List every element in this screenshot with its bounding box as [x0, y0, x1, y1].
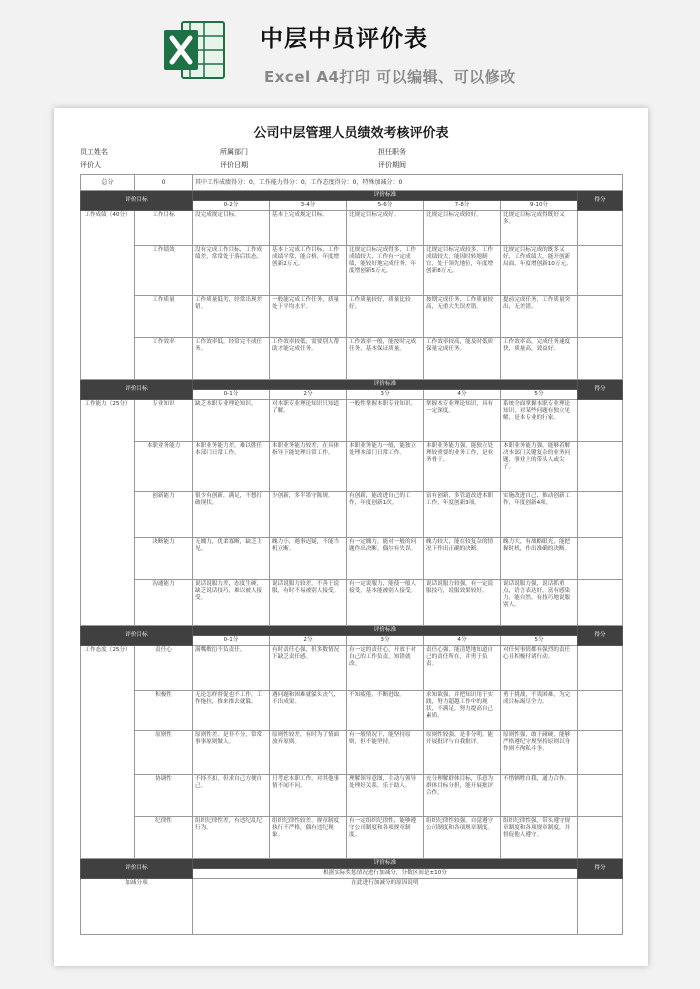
score-level: 5分: [501, 390, 578, 400]
score-level: 3-4分: [270, 201, 347, 211]
eval-standard-header: 评价标准: [193, 380, 578, 390]
criteria-description: 无魄力，优柔寡断，缺乏主见。: [193, 538, 270, 580]
score-input-cell[interactable]: [578, 538, 623, 580]
criteria-description: 魄力大，有战略眼光，能把握时机，作出准确的决断。: [501, 538, 578, 580]
criteria-row: [81, 646, 623, 691]
score-input-cell[interactable]: [578, 580, 623, 626]
score-header: 得分: [578, 191, 623, 211]
criteria-description: 不择不扣，但求自己方便自己。: [193, 775, 270, 817]
score-level: 2分: [270, 636, 347, 646]
score-header: 得分: [578, 859, 623, 879]
criteria-description: 工作效率较高，能及时低质保量完成任务。: [424, 338, 501, 380]
criteria-description: 求知欲强，并把知识用于实践，努力超越工作中的现状，不满足，努力提高自己素质。: [424, 691, 501, 731]
eval-target-header: 评价目标: [81, 626, 193, 646]
criteria-row: [81, 211, 623, 246]
score-input-cell[interactable]: [578, 492, 623, 538]
bonus-detail[interactable]: 在此进行加减分的原因说明: [193, 879, 578, 935]
eval-standard-header: 评价标准: [193, 626, 578, 636]
category-cell: 工作能力（25分）: [81, 400, 135, 626]
criteria-row: [81, 538, 623, 580]
criteria-description: 理解领导意图，主动与领导处理好关系，乐于助人。: [347, 775, 424, 817]
criteria-description: 有创新，能改进自己的工作，年度创新1次。: [347, 492, 424, 538]
criteria-item: 积极性: [135, 691, 193, 731]
position-label: 担任职务: [378, 148, 406, 156]
criteria-row: [81, 492, 623, 538]
criteria-description: 工作效率高，完成任务速度快，质量高，效益好。: [501, 338, 578, 380]
criteria-row: [81, 580, 623, 626]
criteria-description: 比规定目标完成得多，工作成绩较大，工作有一定成绩，能较好地完成任务，年度增创新5万元。: [347, 246, 424, 296]
criteria-description: 提前完成任务，工作质量突出，无差错。: [501, 296, 578, 338]
page-subtitle: Excel A4打印 可以编辑、可以修改: [264, 68, 516, 86]
category-cell: 工作成绩（40分）: [81, 211, 135, 380]
info-row-2: [80, 158, 620, 172]
criteria-item: 专业知识: [135, 400, 193, 442]
criteria-description: 有时责任心强，但多数情况下缺乏责任感。: [270, 646, 347, 691]
score-input-cell[interactable]: [578, 296, 623, 338]
criteria-row: [81, 400, 623, 442]
criteria-row: [81, 817, 623, 859]
page-title: 中层中员评价表: [260, 26, 428, 52]
criteria-description: 本职业务能力一般，能独立处理本部门日常工作。: [347, 442, 424, 492]
bonus-label: 加减分项: [81, 879, 193, 935]
evaluator-label: 评价人: [80, 161, 101, 169]
criteria-description: 本职业务能力差，难以胜任本部门日常工作。: [193, 442, 270, 492]
criteria-description: 工作效率低，经常完不成任务。: [193, 338, 270, 380]
criteria-description: 工作效率较低，需要别人帮助才能完成任务。: [270, 338, 347, 380]
criteria-description: 少创新，多半墨守陈规。: [270, 492, 347, 538]
criteria-description: 对本职专业理论知识只知道了解。: [270, 400, 347, 442]
criteria-description: 本职业务能力强，能够着解决本部门关键复杂的业务问题，事业上的带头人或尖子。: [501, 442, 578, 492]
criteria-item: 沟通能力: [135, 580, 193, 626]
score-input-cell[interactable]: [578, 246, 623, 296]
criteria-item: 协调性: [135, 775, 193, 817]
score-input-cell[interactable]: [578, 731, 623, 775]
criteria-description: 富有创新，多管道改进本职工作，年度创新3项。: [424, 492, 501, 538]
criteria-description: 没完成规定目标。: [193, 211, 270, 246]
criteria-description: 只考虑本职工作，对其他事情不闻不问。: [270, 775, 347, 817]
criteria-description: 工作质量低劣，经常出现差错。: [193, 296, 270, 338]
score-input-cell[interactable]: [578, 775, 623, 817]
document-title: 公司中层管理人员绩效考核评价表: [253, 126, 449, 141]
criteria-description: 无论怎样督促也不工作，工作拖拉，推来推去就躲。: [193, 691, 270, 731]
criteria-item: 决断能力: [135, 538, 193, 580]
criteria-item: 原则性: [135, 731, 193, 775]
criteria-description: 勇于挑战，不畏困难，为完成目标竭尽全力。: [501, 691, 578, 731]
criteria-description: 满嘴敷衍不负责任。: [193, 646, 270, 691]
bonus-note: 根据实际奖惩情况进行加减分，分数区间是±10分: [193, 869, 578, 879]
score-level: 0-1分: [193, 636, 270, 646]
criteria-description: 比规定目标完成的既多又好，工作成绩大，能开创新局面，年度增创新10万元。: [501, 246, 578, 296]
eval-target-header: 评价目标: [81, 859, 193, 879]
criteria-item: 责任心: [135, 646, 193, 691]
criteria-description: 组织纪律性差，有违纪乱纪行为。: [193, 817, 270, 859]
criteria-description: 原则性强，敢于碰硬，能够严格遵纪守规坚持原则以身作则不徇私斗争。: [501, 731, 578, 775]
score-input-cell[interactable]: [578, 400, 623, 442]
criteria-item: 纪律性: [135, 817, 193, 859]
eval-target-header: 评价目标: [81, 191, 193, 211]
criteria-description: 遇问题和困难就躲头丧气，不出成果。: [270, 691, 347, 731]
criteria-description: 有一定说服力，能使一般人接受，基本能被别人接受。: [347, 580, 424, 626]
criteria-description: 比规定目标完成得既好又多。: [501, 211, 578, 246]
criteria-description: 不惜牺牲自我，通力合作。: [501, 775, 578, 817]
criteria-description: 组织纪律性强，带头遵守规章制度和各项规章制度，并督促他人遵守。: [501, 817, 578, 859]
eval-standard-header: 评价标准: [193, 859, 578, 869]
criteria-row: [81, 775, 623, 817]
criteria-description: 没有完成工作目标，工作成绩差，常常处于落后状态。: [193, 246, 270, 296]
criteria-description: 实施改进自己，推动创新工作，年度创新4项。: [501, 492, 578, 538]
criteria-description: 对任何事情都有强烈的责任心且积极付诸行动。: [501, 646, 578, 691]
criteria-description: 有一定组织纪律性，能够遵守公司制度和各项规章制度。: [347, 817, 424, 859]
criteria-description: 有一定的责任心，开放于对自己的工作负责，知错就改。: [347, 646, 424, 691]
score-level: 2分: [270, 390, 347, 400]
criteria-description: 本职业务能力较差，在具体指导下能处理日常工作。: [270, 442, 347, 492]
criteria-description: 组织纪律性较强，自觉遵守公司制度和各项规章制度。: [424, 817, 501, 859]
score-level: 5分: [501, 636, 578, 646]
criteria-description: 魄力小，遇事迟疑，不能当机立断。: [270, 538, 347, 580]
evaluation-period-label: 评价期间: [378, 161, 406, 169]
criteria-description: 系统全面掌握本职专业理论知识，对某些问题有独立见解，是本专业的行家。: [501, 400, 578, 442]
criteria-description: 基本上完成工作目标，工作成绩平常，能合格，年度增创新2万元。: [270, 246, 347, 296]
eval-standard-header: 评价标准: [193, 191, 578, 201]
criteria-item: 创新能力: [135, 492, 193, 538]
excel-icon: [160, 16, 228, 84]
eval-target-header: 评价目标: [81, 380, 193, 400]
criteria-description: 说话说服力差，态度生硬，缺乏说话技巧，难以被人接受。: [193, 580, 270, 626]
criteria-item: 本职业务能力: [135, 442, 193, 492]
score-input-cell[interactable]: [578, 646, 623, 691]
criteria-description: 一般性掌握本职专业知识。: [347, 400, 424, 442]
score-input-cell[interactable]: [578, 442, 623, 492]
score-level: 7-8分: [424, 201, 501, 211]
department-label: 所属部门: [220, 148, 248, 156]
score-level: 3分: [347, 390, 424, 400]
criteria-description: 不知疲倦，不断进取。: [347, 691, 424, 731]
criteria-description: 原则性差，是非不分，常常事事原则做人。: [193, 731, 270, 775]
section-header-row: [81, 191, 623, 201]
score-level: 4分: [424, 390, 501, 400]
criteria-description: 责任心强，能清楚地知道自己的责任所在，并勇于负责。: [424, 646, 501, 691]
total-value: 0: [135, 175, 193, 191]
evaluation-table: [80, 174, 623, 935]
criteria-description: 说话说服力较强，有一定说服技巧，说服效果较好。: [424, 580, 501, 626]
section-header-row: [81, 626, 623, 636]
criteria-description: 原则性较差，有时为了情面放弃原则。: [270, 731, 347, 775]
criteria-item: 工作效率: [135, 338, 193, 380]
section-header-row: [81, 380, 623, 390]
total-label: 总分: [81, 175, 135, 191]
criteria-row: [81, 731, 623, 775]
criteria-description: 比规定目标完成较好。: [424, 211, 501, 246]
criteria-description: 说话说服力较差，不善于说服，有时不易被别人接受。: [270, 580, 347, 626]
criteria-item: 工作绩效: [135, 246, 193, 296]
criteria-description: 充分理解群体目标，乐意为群体目标分担，能开展批评合作。: [424, 775, 501, 817]
criteria-description: 按期完成任务，工作质量较高，无重大失误差错。: [424, 296, 501, 338]
total-row: [81, 175, 623, 191]
category-cell: 工作态度（25分）: [81, 646, 135, 859]
criteria-row: [81, 442, 623, 492]
criteria-description: 说话说服力强，说话抓重点，语言表达好，富有感染力，能自然，有技巧地说服别人。: [501, 580, 578, 626]
total-summary: 其中工作成绩得分：0，工作能力得分：0，工作态度得分：0，特殊加减分：0: [193, 175, 623, 191]
score-input-cell[interactable]: [578, 691, 623, 731]
criteria-row: [81, 246, 623, 296]
score-input-cell[interactable]: [578, 338, 623, 380]
bonus-score-cell[interactable]: [578, 879, 623, 935]
criteria-description: 魄力较大，能在较复杂的情况下作出正确的决断。: [424, 538, 501, 580]
criteria-description: 工作质量较好，质量比较好。: [347, 296, 424, 338]
score-level: 0-1分: [193, 390, 270, 400]
criteria-description: 有一定魄力，能对一般的问题作出决断，偶尔有失误。: [347, 538, 424, 580]
bonus-row: [81, 879, 623, 935]
criteria-description: 基本上完成规定目标。: [270, 211, 347, 246]
criteria-description: 缺乏本职专业理论知识。: [193, 400, 270, 442]
criteria-row: [81, 338, 623, 380]
criteria-description: 比规定目标完成较多，工作成绩较大，能因时转地制宜，处于领先地位，年度增创新8万元。: [424, 246, 501, 296]
score-level: 5-6分: [347, 201, 424, 211]
criteria-description: 掌握本专业理论知识，具有一定深度。: [424, 400, 501, 442]
score-level: 0-2分: [193, 201, 270, 211]
criteria-description: 工作效率一般，能按时完成任务，基本保证质量。: [347, 338, 424, 380]
criteria-description: 很少有创新，满足，不想打破现状。: [193, 492, 270, 538]
score-header: 得分: [578, 380, 623, 400]
employee-name-label: 员工姓名: [80, 148, 108, 156]
criteria-description: 原则性较强，是非分明，能开展批评与自我批评。: [424, 731, 501, 775]
criteria-description: 本职业务能力强，能独立处理较重要的业务工作，是业务骨干。: [424, 442, 501, 492]
criteria-row: [81, 691, 623, 731]
criteria-row: [81, 296, 623, 338]
score-level: 9-10分: [501, 201, 578, 211]
criteria-description: 比规定目标完成好。: [347, 211, 424, 246]
criteria-item: 工作目标: [135, 211, 193, 246]
score-input-cell[interactable]: [578, 211, 623, 246]
score-header: 得分: [578, 626, 623, 646]
criteria-description: 一般能完成工作任务，质量处于平均水平。: [270, 296, 347, 338]
criteria-item: 工作质量: [135, 296, 193, 338]
bonus-header-row: [81, 859, 623, 869]
score-level: 3分: [347, 636, 424, 646]
page-header: [0, 0, 700, 100]
document-sheet: [54, 108, 648, 966]
criteria-description: 有一般情况下，能坚持原则，但不能坚持。: [347, 731, 424, 775]
evaluation-date-label: 评价日期: [220, 161, 248, 169]
score-level: 4分: [424, 636, 501, 646]
info-row-1: [80, 145, 620, 159]
score-input-cell[interactable]: [578, 817, 623, 859]
criteria-description: 组织纪律性较差，规章制度执行不严格，偶有违纪现象。: [270, 817, 347, 859]
